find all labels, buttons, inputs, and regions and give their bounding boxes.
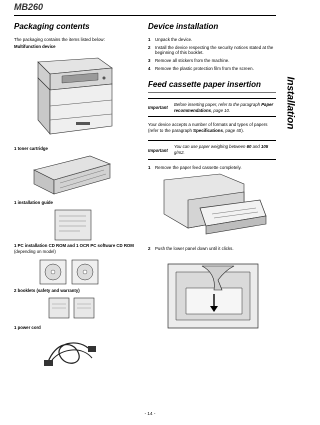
formats-paragraph <box>148 122 276 134</box>
feed-cassette-title: Feed cassette paper insertion <box>148 80 261 90</box>
step-item <box>148 246 276 252</box>
section-tab-label: Installation <box>284 76 296 130</box>
packaging-intro: The packaging contains the items listed below: <box>14 36 105 42</box>
step-text: Push the lower panel down until it clicks. <box>155 246 234 251</box>
packaging-title: Packaging contents <box>14 22 90 31</box>
step-number: 4 <box>148 66 151 72</box>
step-text: Install the device respecting the security notices stated at the beginning of this booklet. <box>155 44 274 56</box>
item-multifunction-label: Multifunction device <box>14 44 56 49</box>
cd-rom-figure <box>38 258 102 286</box>
note-text <box>174 102 276 114</box>
note-text <box>174 144 276 156</box>
item-guide-label: 1 installation guide <box>14 200 53 205</box>
step-number: 1 <box>148 164 151 170</box>
title-underline <box>148 92 276 93</box>
note-text-part: Before inserting paper, refer to the paragraph <box>174 101 262 107</box>
step-number: 1 <box>148 36 151 42</box>
booklets-figure <box>46 296 98 320</box>
step-item <box>148 58 276 64</box>
item-booklets-label: 2 booklets (safety and warranty) <box>14 288 80 293</box>
item-toner-label: 1 toner cartridge <box>14 146 48 151</box>
step-text: Remove all stickers from the machine. <box>155 58 230 64</box>
step-text: Unpack the device. <box>155 36 193 42</box>
step-text: Remove the plastic protection film from the screen. <box>155 66 254 72</box>
installation-guide-figure <box>52 208 96 242</box>
para-part: Your device accepts a number of formats and types of papers (refer to the paragraph <box>148 122 268 134</box>
step-item <box>148 37 276 43</box>
note-text-part: , page 10. <box>211 107 231 113</box>
step-item <box>148 45 276 57</box>
important-note-paper <box>148 98 276 118</box>
step-number: 3 <box>148 58 151 64</box>
note-text-part: and <box>251 144 261 150</box>
device-installation-title: Device installation <box>148 22 219 31</box>
cassette-step-2 <box>148 246 276 252</box>
step-number: 2 <box>148 246 151 251</box>
step-text: Remove the paper feed cassette completely. <box>155 164 242 170</box>
header-rule <box>14 15 276 16</box>
note-label: Important <box>148 147 168 153</box>
note-text-part: You can use paper weighing between <box>174 144 247 150</box>
packaging-section <box>14 22 139 43</box>
section-tab <box>280 44 300 162</box>
device-installation-steps <box>148 37 276 73</box>
step-number: 2 <box>148 44 151 50</box>
note-label: Important <box>148 105 168 111</box>
step-item <box>148 66 276 72</box>
toner-cartridge-figure <box>30 152 116 198</box>
note-text-part: g/m2. <box>174 150 185 156</box>
item-cd-suffix: (depending on model) <box>14 248 56 254</box>
push-lower-panel-figure <box>162 258 266 334</box>
para-bold: Specifications <box>193 128 223 134</box>
para-part: , page 40). <box>222 128 244 134</box>
model-name: MB260 <box>14 2 44 12</box>
multifunction-device-figure <box>28 54 118 140</box>
note-text-bold: Paper recommendations <box>174 101 274 113</box>
important-note-weight <box>148 140 276 160</box>
note-text-bold: 105 <box>260 144 269 150</box>
cassette-removal-figure <box>160 170 270 238</box>
item-power-cord-label: 1 power cord <box>14 325 41 330</box>
note-text-bold: 60 <box>246 144 252 150</box>
page-number: - 14 - <box>144 411 156 416</box>
power-cord-figure <box>42 334 100 372</box>
right-column <box>148 22 276 179</box>
item-cd-label <box>14 243 139 255</box>
item-cd-text: 1 PC installation CD ROM and 1 OCR PC software CD ROM <box>14 243 134 248</box>
